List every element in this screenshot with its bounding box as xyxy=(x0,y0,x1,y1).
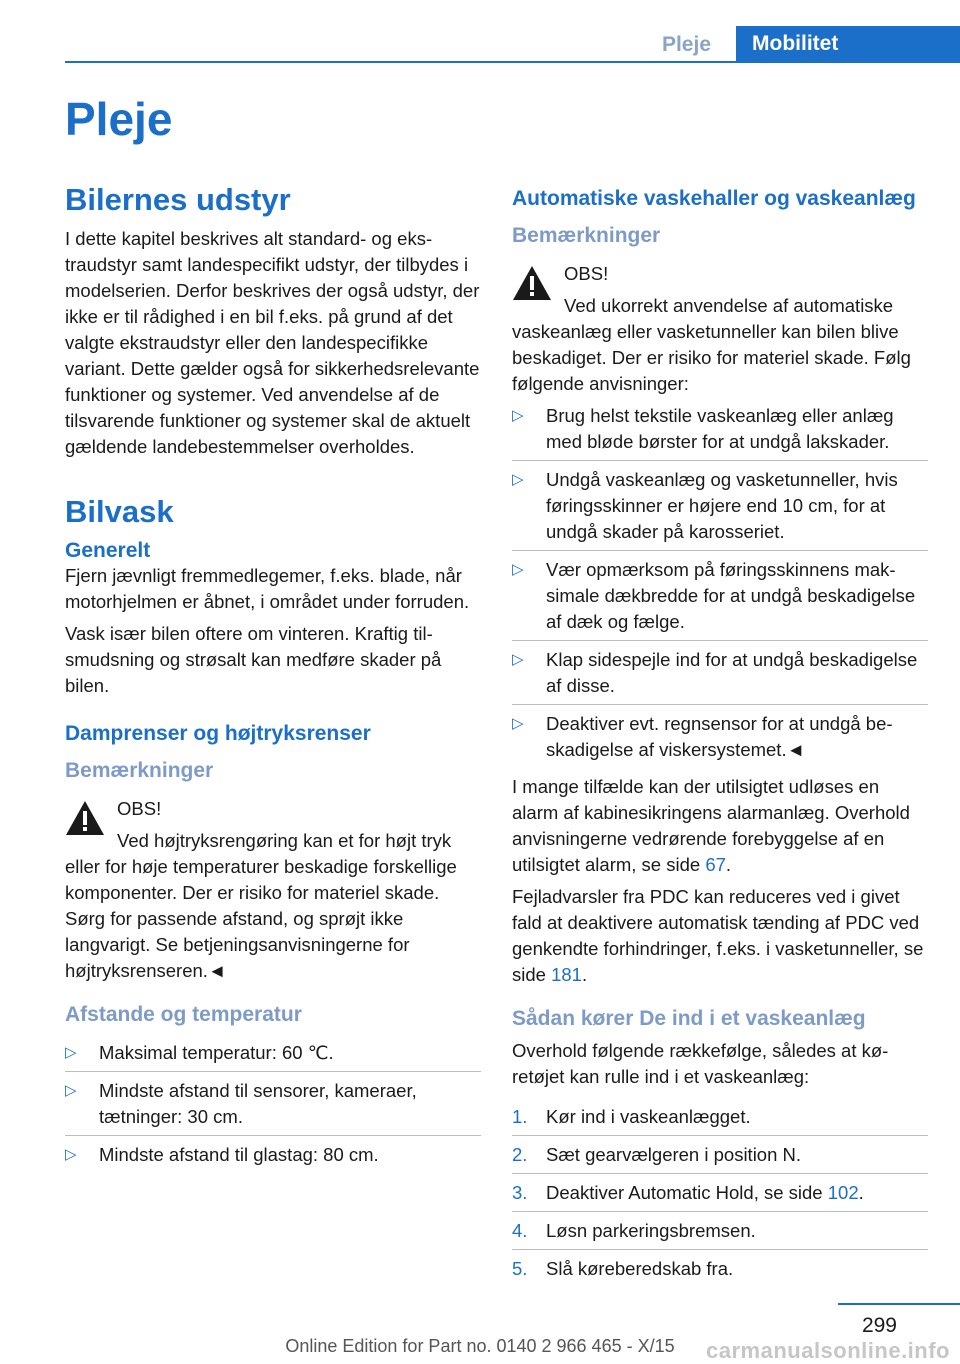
drive-in-intro: Overhold følgende rækkefølge, således at køretøjet kan rulle ind i et vaskeanlæg: xyxy=(512,1040,889,1087)
equipment-heading: Bilernes udstyr xyxy=(65,182,291,217)
warning-block-right xyxy=(512,261,928,397)
triangle-right-icon: ▷ xyxy=(512,561,524,578)
watermark: carmanualsonline.info xyxy=(706,1338,950,1363)
header-tab-mobilitet: Mobilitet xyxy=(736,26,960,63)
general-heading: Generelt xyxy=(65,539,151,562)
wash-advice-list xyxy=(512,403,928,768)
notes-heading-left: Bemærkninger xyxy=(65,759,214,782)
triangle-right-icon: ▷ xyxy=(512,651,524,668)
left-column xyxy=(65,180,481,1179)
list-item-text: Brug helst tekstile vaskeanlæg eller anlæg med bløde børster for at undgå lakskader. xyxy=(546,405,894,452)
edition-footer: Online Edition for Part no. 0140 2 966 465 - X/15 xyxy=(285,1336,675,1356)
warning-text-left xyxy=(65,828,481,984)
page-link-181[interactable]: 181 xyxy=(551,964,582,985)
header-tab-pleje: Pleje xyxy=(661,33,712,56)
list-item-text: Deaktiver evt. regnsensor for at undgå beskadigelse af viskersystemet.◄ xyxy=(546,713,893,760)
list-item xyxy=(512,1104,928,1136)
equipment-text: I dette kapitel beskrives alt standard- og ekstraudstyr samt landespecifikt udstyr, der tilbydes i modelserien. Derfor beskrives der også udstyr, der ikke er til rådighed i en bil f.eks. på grund af det valgte ekstraudstyr eller den landespecifikke variant. Dette gælder også for sikkerhedsrelevante funktioner og systemer. Ved anvendelse af de tilsvarende funktioner og systemer skal de aktuelt gældende landebestemmelser overholdes. xyxy=(65,228,480,457)
header-rule xyxy=(65,61,960,63)
notes-heading-right: Bemærkninger xyxy=(512,224,661,247)
list-item xyxy=(65,1040,481,1072)
pdc-text: Fejladvarsler fra PDC kan reduceres ved i givet fald at deaktivere automatisk tænding af PDC ved genkendte forhindringer, f.eks. i vasketunneller, se side xyxy=(512,886,924,985)
triangle-right-icon: ▷ xyxy=(512,715,524,732)
step-number: 4. xyxy=(512,1220,528,1241)
list-item xyxy=(512,647,928,705)
step-number: 1. xyxy=(512,1106,528,1127)
drive-in-heading: Sådan kører De ind i et vaskeanlæg xyxy=(512,1007,866,1030)
list-item-text: Klap sidespejle ind for at undgå beskadigelse af disse. xyxy=(546,649,918,696)
page-link-102[interactable]: 102 xyxy=(827,1182,859,1203)
drive-in-steps xyxy=(512,1104,928,1287)
warning-title-right: OBS! xyxy=(564,263,609,284)
list-item-text: Undgå vaskeanlæg og vasketunneller, hvis føringsskinner er højere end 10 cm, for at undgå skader på karosseriet. xyxy=(546,469,898,542)
list-item xyxy=(65,1142,481,1173)
list-item-text: Mindste afstand til glastag: 80 cm. xyxy=(99,1144,379,1165)
list-item xyxy=(512,1142,928,1174)
list-item: 3. Deaktiver Automatic Hold, se side 102. xyxy=(512,1180,928,1212)
list-item xyxy=(512,711,928,768)
step-text: Løsn parkeringsbremsen. xyxy=(546,1220,756,1241)
steam-heading: Damprenser og højtryksrenser xyxy=(65,722,371,745)
list-item xyxy=(65,1078,481,1136)
step-text: Slå køreberedskab fra. xyxy=(546,1258,734,1279)
list-item-text: Vær opmærksom på føringsskinnens maksimale dækbredde for at undgå beskadigelse af dæk og fælge. xyxy=(546,559,916,632)
list-item xyxy=(512,467,928,551)
step-number: 2. xyxy=(512,1144,528,1165)
step-text: Kør ind i vaskeanlægget. xyxy=(546,1106,751,1127)
warning-block-left xyxy=(65,796,481,984)
distance-heading: Afstande og temperatur xyxy=(65,1003,302,1026)
footer-rule xyxy=(838,1303,960,1305)
list-item xyxy=(512,1218,928,1250)
distance-list xyxy=(65,1040,481,1173)
warning-text-left-body: Ved højtryksrengøring kan et for højt tryk eller for høje temperaturer beskadige forskellige komponenter. Der er risiko for materiel skade. Sørg for passende afstand, og sprøjt ikke langvarigt. Se betjeningsanvisningerne for højtryksrenseren.◄ xyxy=(65,830,457,981)
step-text: Deaktiver Automatic Hold, se side xyxy=(546,1182,828,1203)
page-number: 299 xyxy=(861,1314,897,1337)
alarm-paragraph: I mange tilfælde kan der utilsigtet udløses en alarm af kabinesikringens alarmanlæg. Overhold anvisningerne vedrørende forebyggelse af en utilsigtet alarm, se side 67. xyxy=(512,776,910,875)
auto-wash-heading: Automatiske vaskehaller og vaskeanlæg xyxy=(512,187,916,210)
general-paragraph-2: Vask især bilen oftere om vinteren. Kraftig tilsmudsning og strøsalt kan medføre skader på bilen. xyxy=(65,623,442,696)
chapter-title: Pleje xyxy=(65,93,173,145)
step-number: 5. xyxy=(512,1258,528,1279)
alarm-text: I mange tilfælde kan der utilsigtet udløses en alarm af kabinesikringens alarmanlæg. Overhold anvisningerne vedrørende forebyggelse af en utilsigtet alarm, se side xyxy=(512,776,910,875)
triangle-right-icon: ▷ xyxy=(512,407,524,424)
triangle-right-icon: ▷ xyxy=(65,1146,77,1163)
wash-heading: Bilvask xyxy=(65,494,174,529)
list-item xyxy=(512,403,928,461)
general-paragraph-1: Fjern jævnligt fremmedlegemer, f.eks. blade, når motorhjelmen er åbnet, i området under forruden. xyxy=(65,565,470,612)
warning-text-right-body: Ved ukorrekt anvendelse af automatiske vaskeanlæg eller vasketunneller kan bilen blive beskadiget. Der er risiko for materiel skade. Følg følgende anvisninger: xyxy=(512,295,911,394)
triangle-right-icon: ▷ xyxy=(512,471,524,488)
page-link-67[interactable]: 67 xyxy=(705,854,726,875)
list-item-text: Maksimal temperatur: 60 ℃. xyxy=(99,1042,334,1063)
warning-text-right xyxy=(512,293,928,397)
triangle-right-icon: ▷ xyxy=(65,1044,77,1061)
triangle-right-icon: ▷ xyxy=(65,1082,77,1099)
list-item xyxy=(512,557,928,641)
pdc-paragraph: Fejladvarsler fra PDC kan reduceres ved i givet fald at deaktivere automatisk tænding af PDC ved genkendte forhindringer, f.eks. i vasketunneller, se side 181. xyxy=(512,886,924,985)
warning-title-left: OBS! xyxy=(117,798,162,819)
step-number: 3. xyxy=(512,1182,528,1203)
step-text: Sæt gearvælgeren i position N. xyxy=(546,1144,802,1165)
list-item-text: Mindste afstand til sensorer, kameraer, tætninger: 30 cm. xyxy=(99,1080,417,1127)
right-column xyxy=(512,186,928,1293)
list-item xyxy=(512,1256,928,1287)
